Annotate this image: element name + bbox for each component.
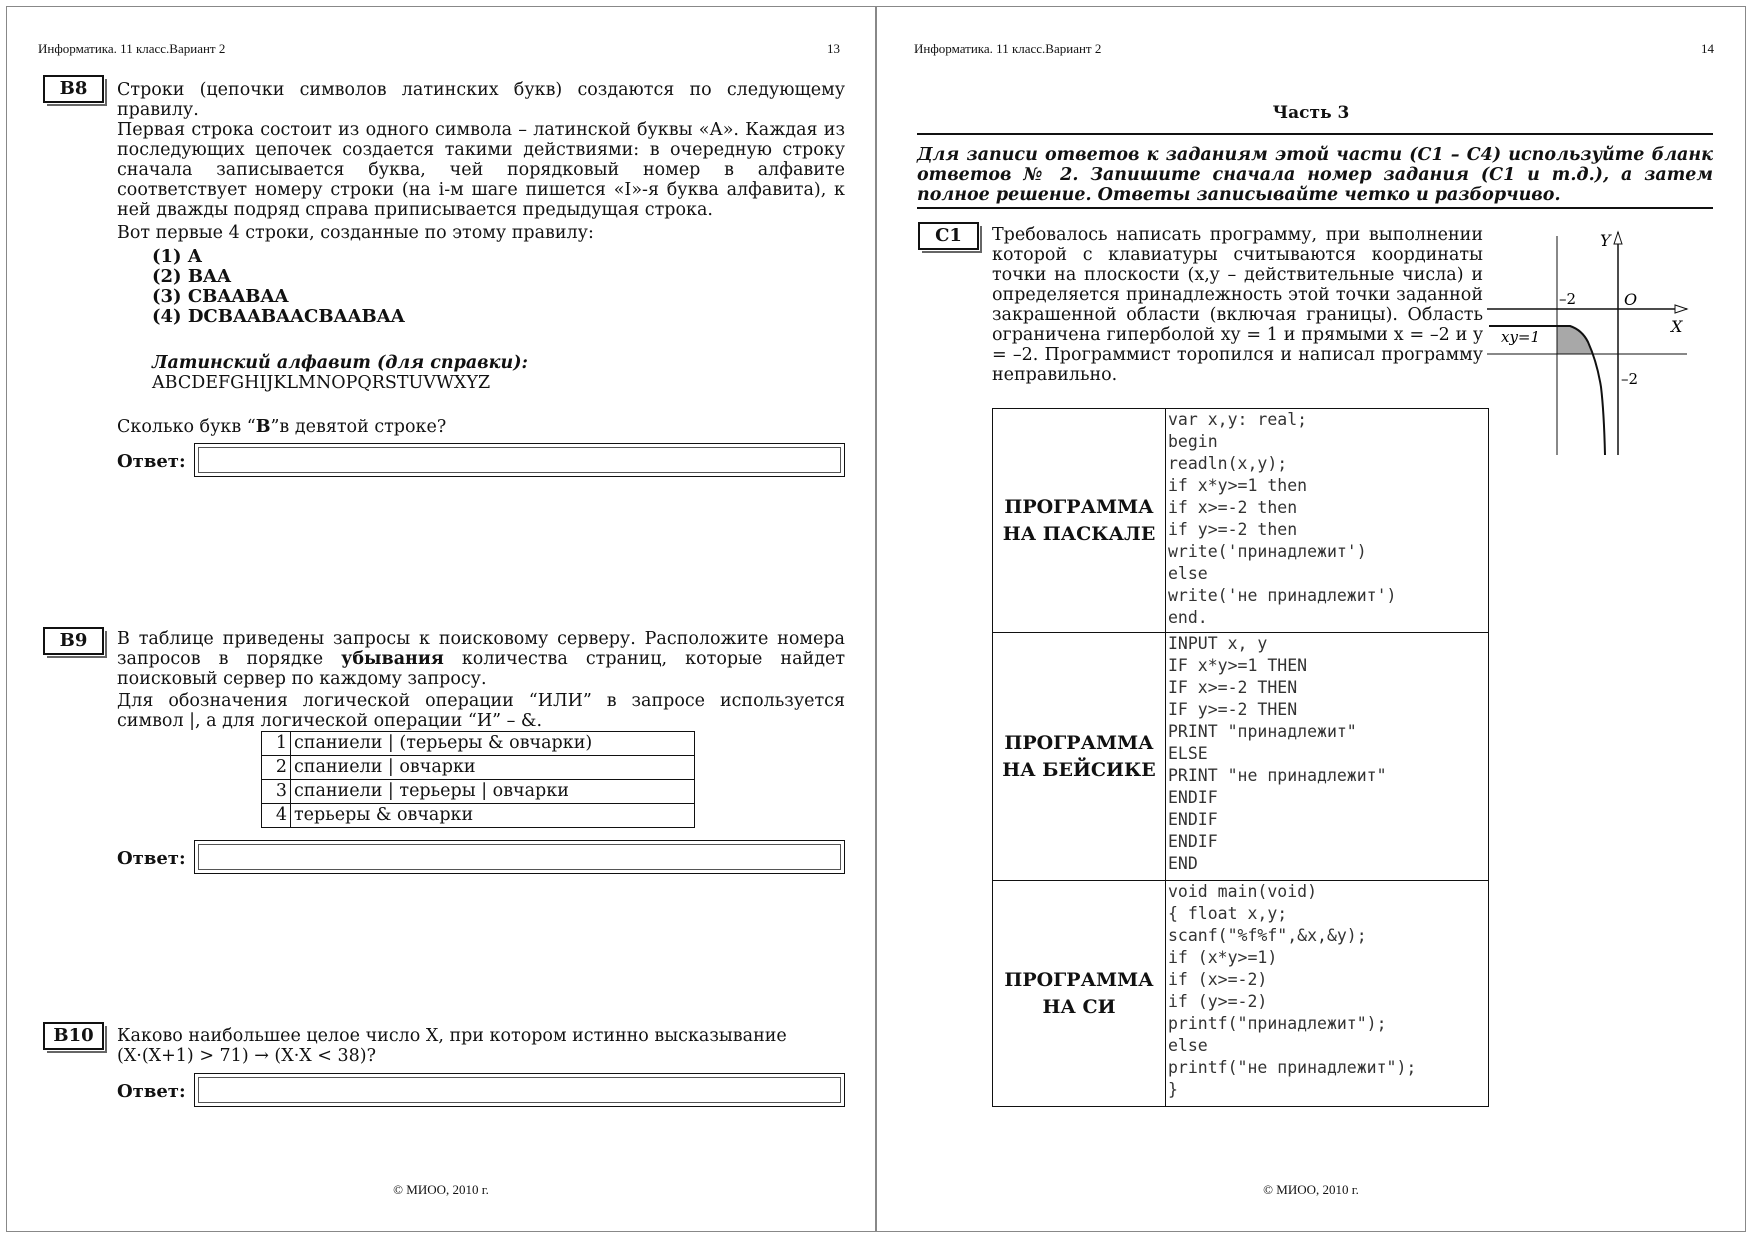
program-language: ПРОГРАММА НА ПАСКАЛЕ (993, 409, 1166, 633)
b8-rule: Первая строка состоит из одного символа – латинской буквы «А». Каждая из последующих цепочек создается такими действиями: в очередную строку сначала записывается буква, чей порядковый номер в алфавите соответствует номеру строки (на i-м шаге пишется «I»-я буква алфавита), к ней дважды подряд справа приписывается предыдущая строка. (117, 120, 845, 220)
part-title: Часть 3 (1272, 103, 1350, 123)
b8-answer-field[interactable] (194, 443, 845, 477)
table-row (993, 633, 1489, 881)
b8-answer-label: Ответ: (117, 451, 186, 472)
b8-alphabet-title: Латинский алфавит (для справки): (152, 353, 528, 373)
table-row: 3 спаниели | терьеры | овчарки (262, 780, 695, 804)
task-label-b10: В10 (43, 1022, 104, 1050)
part-instructions: Для записи ответов к заданиям этой части (С1 – С4) используйте бланк ответов № 2. Запишите сначала номер задания (С1 и т.д.), а затем полное решение. Ответы записывайте четко и разборчиво. (917, 145, 1713, 205)
b10-expression: (X·(X+1) > 71) → (X·X < 38)? (117, 1046, 377, 1066)
y-tick-label: –2 (1621, 370, 1639, 388)
table-row: 2 спаниели | овчарки (262, 756, 695, 780)
page-footer: © МИОО, 2010 г. (1263, 1182, 1359, 1197)
program-language: ПРОГРАММА НА БЕЙСИКЕ (993, 633, 1166, 881)
programs-table (992, 408, 1489, 1107)
origin-label: O (1624, 290, 1638, 309)
c1-statement: Требовалось написать программу, при выполнении которой с клавиатуры считываются координаты точки на плоскости (x,y – действительные числа) и определяется принадлежность этой точки заданной закрашенной области (включая границы). Область ограничена гиперболой xy = 1 и прямыми x = –2 и y = –2. Программист торопился и написал программу неправильно. (992, 225, 1483, 385)
page-left (6, 6, 876, 1232)
x-axis-label: X (1671, 317, 1683, 336)
b10-question: Каково наибольшее целое число X, при котором истинно высказывание (117, 1026, 787, 1046)
b10-answer-label: Ответ: (117, 1081, 186, 1102)
program-code: var x,y: real; begin readln(x,y); if x*y>=1 then if x>=-2 then if y>=-2 then write('принадлежит') else write('не принадлежит') end. (1166, 409, 1489, 633)
divider (917, 207, 1713, 209)
page-header: Информатика. 11 класс.Вариант 2 (38, 41, 226, 56)
task-label-b8: В8 (43, 75, 104, 103)
b8-sample-4: (4) DCBAABAACBAABAA (152, 306, 405, 327)
b9-query-table (261, 731, 695, 828)
b9-answer-label: Ответ: (117, 848, 186, 869)
page-header: Информатика. 11 класс.Вариант 2 (914, 41, 1102, 56)
b8-sample-1: (1) A (152, 246, 202, 267)
page-number: 14 (1701, 41, 1714, 56)
b9-answer-field[interactable] (194, 840, 845, 874)
hyperbola-label: xy=1 (1501, 328, 1541, 346)
divider (917, 133, 1713, 135)
page-number: 13 (827, 41, 840, 56)
task-label-c1: С1 (918, 222, 979, 250)
region-graph (1487, 222, 1723, 462)
b10-answer-field[interactable] (194, 1073, 845, 1107)
y-axis-label: Y (1600, 231, 1611, 250)
x-axis-arrow (1675, 305, 1687, 313)
program-language: ПРОГРАММА НА СИ (993, 881, 1166, 1107)
table-row (993, 881, 1489, 1107)
b8-sample-3: (3) CBAABAA (152, 286, 289, 307)
y-axis-arrow (1614, 232, 1622, 244)
b9-operators: Для обозначения логической операции “ИЛИ” в запросе используется символ |, а для логической операции “И” – &. (117, 691, 845, 731)
page-footer: © МИОО, 2010 г. (393, 1182, 489, 1197)
table-row: 1 спаниели | (терьеры & овчарки) (262, 732, 695, 756)
program-code: INPUT x, y IF x*y>=1 THEN IF x>=-2 THEN IF y>=-2 THEN PRINT "принадлежит" ELSE PRINT "не принадлежит" ENDIF ENDIF ENDIF END (1166, 633, 1489, 881)
page-right (876, 6, 1746, 1232)
table-row (993, 409, 1489, 633)
b8-sample-2: (2) BAA (152, 266, 231, 287)
b8-examples-intro: Вот первые 4 строки, созданные по этому правилу: (117, 223, 594, 243)
b8-alphabet: ABCDEFGHIJKLMNOPQRSTUVWXYZ (152, 373, 491, 393)
table-row: 4 терьеры & овчарки (262, 804, 695, 828)
x-tick-label: –2 (1559, 290, 1577, 308)
b8-intro: Строки (цепочки символов латинских букв) создаются по следующему правилу. (117, 80, 845, 120)
b9-intro: В таблице приведены запросы к поисковому серверу. Расположите номера запросов в порядке убывания количества страниц, которые найдет поисковый сервер по каждому запросу. (117, 629, 846, 689)
b8-question: Сколько букв “B”в девятой строке? (117, 417, 447, 437)
task-label-b9: В9 (43, 627, 104, 655)
program-code: void main(void) { float x,y; scanf("%f%f",&x,&y); if (x*y>=1) if (x>=-2) if (y>=-2) printf("принадлежит"); else printf("не принадлежит"); } (1166, 881, 1489, 1107)
